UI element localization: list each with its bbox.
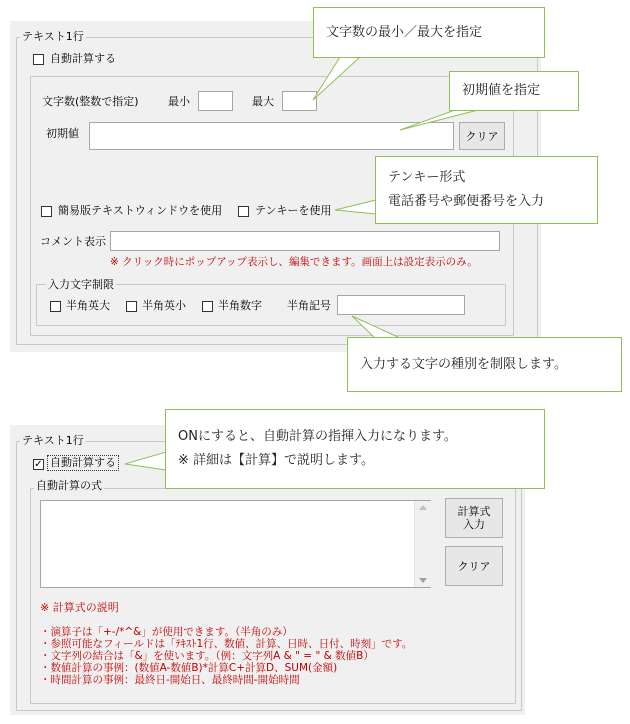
callout-minmax <box>313 7 545 58</box>
formula-note: ・数値計算の事例：(数値A-数値B)*計算C+計算D、SUM(金額) <box>40 662 338 674</box>
callout-initial-text: 初期値を指定 <box>462 83 541 98</box>
min-label: 最小 <box>168 95 190 108</box>
formula-input-button[interactable]: 計算式 入力 <box>445 498 503 538</box>
limit-upper-label: 半角英大 <box>66 299 110 312</box>
callout-minmax-text: 文字数の最小／最大を指定 <box>326 24 483 40</box>
callout-autocalc <box>165 409 545 489</box>
initial-value-label: 初期値 <box>46 127 79 140</box>
callout-tail-minmax <box>313 57 360 100</box>
tenkey-label: テンキーを使用 <box>255 204 332 217</box>
bottom-autocalc-checkbox[interactable]: ✓ <box>34 458 43 470</box>
formula-note: ・演算子は「+-/*^&」が使用できます。（半角のみ） <box>40 626 293 638</box>
input-limit-title: 入力文字制限 <box>48 278 114 291</box>
formula-note: ・参照可能なフィールドは「ﾃｷｽﾄ1行、数値、計算、日時、日付、時刻」です。 <box>40 638 413 650</box>
comment-note: ※ クリック時にポップアップ表示し、編集できます。画面上は設定表示のみ。 <box>110 256 478 268</box>
callout-tail-autocalc <box>125 452 166 470</box>
formula-clear-button[interactable]: クリア <box>445 546 503 586</box>
formula-note: ・文字列の結合は「&」を使います。（例：文字列A & " = " & 数値B） <box>40 650 374 662</box>
limit-lower-label: 半角英小 <box>142 299 186 312</box>
callout-tail-limit <box>352 316 400 338</box>
callout-autocalc-line2: ※ 詳細は【計算】で説明します。 <box>178 453 374 468</box>
callout-tail-tenkey <box>335 200 376 214</box>
callout-limit <box>347 337 622 392</box>
callout-limit-text: 入力する文字の種別を制限します。 <box>360 356 567 372</box>
top-group-title: テキスト1行 <box>22 30 84 43</box>
formula-note: ・時間計算の事例：最終日-開始日、最終時間-開始時間 <box>40 674 300 686</box>
callout-tail-initial <box>400 110 478 130</box>
callout-initial <box>449 71 579 111</box>
limit-digit-label: 半角数字 <box>218 299 262 312</box>
callout-tenkey-line1: テンキー形式 <box>388 170 466 185</box>
max-label: 最大 <box>252 95 274 108</box>
comment-label: コメント表示 <box>40 235 106 248</box>
char-count-label: 文字数(整数で指定) <box>42 95 139 108</box>
callout-autocalc-line1: ONにすると、自動計算の指揮入力になります。 <box>178 429 457 444</box>
initial-clear-button[interactable]: クリア <box>459 122 505 150</box>
formula-heading: ※ 計算式の説明 <box>40 601 119 614</box>
simple-text-window-label: 簡易版テキストウィンドウを使用 <box>58 204 223 217</box>
callout-tenkey-line2: 電話番号や郵便番号を入力 <box>388 194 545 209</box>
bottom-autocalc-label: 自動計算する <box>47 455 119 471</box>
bottom-group-title: テキスト1行 <box>22 434 84 447</box>
formula-group-title: 自動計算の式 <box>36 479 102 492</box>
top-autocalc-label: 自動計算する <box>50 52 116 65</box>
half-symbol-label: 半角記号 <box>287 299 331 312</box>
callout-tenkey <box>375 156 598 224</box>
